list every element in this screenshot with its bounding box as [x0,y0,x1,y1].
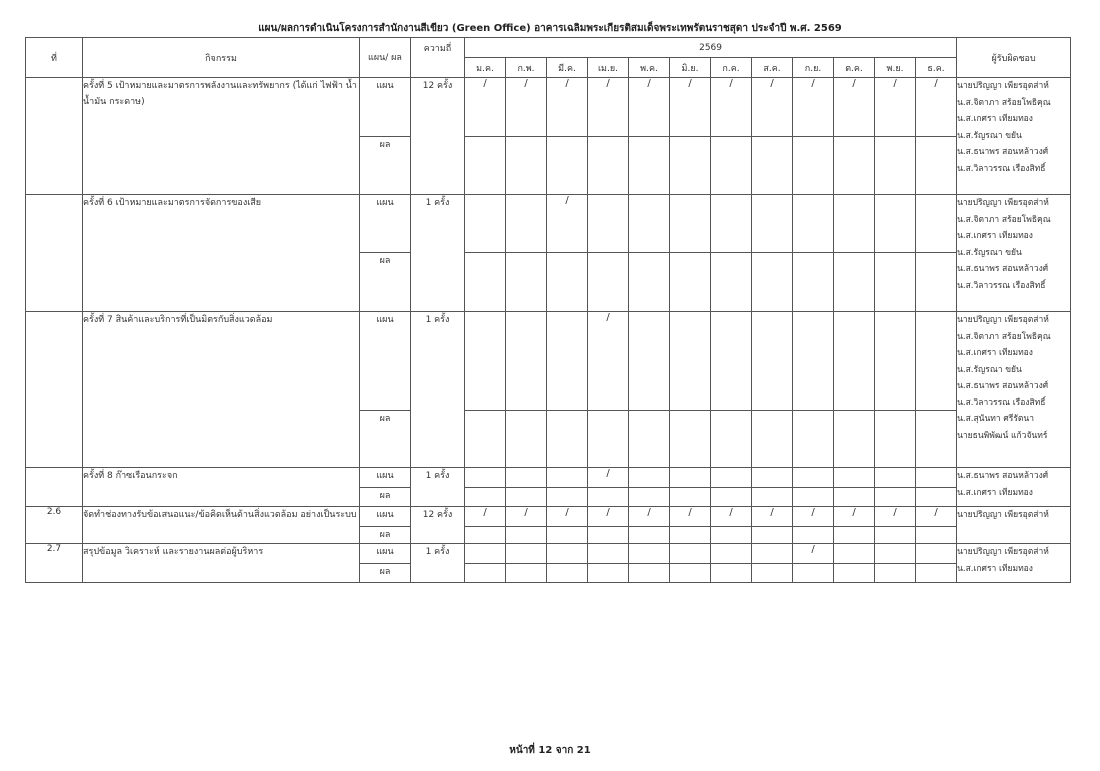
plan-mark: / [875,507,916,527]
header-year: 2569 [465,38,957,58]
result-mark [465,564,506,583]
plan-mark: / [752,507,793,527]
plan-mark [465,544,506,564]
plan-mark [629,312,670,411]
month-header: ม.ค. [465,58,506,78]
row-number: 2.7 [26,544,83,583]
header-frequency: ความถี่ [411,38,465,78]
result-mark [711,253,752,312]
result-mark [506,137,547,195]
row-number: 2.6 [26,507,83,544]
result-mark [506,564,547,583]
plan-mark: / [711,507,752,527]
plan-mark [793,468,834,488]
result-mark [916,253,957,312]
result-mark [670,488,711,507]
plan-mark: / [670,507,711,527]
plan-mark [875,468,916,488]
plan-mark: / [588,507,629,527]
plan-mark [752,544,793,564]
responsible-name: น.ส.เกศรา เทียมทอง [957,487,1033,498]
result-mark [793,137,834,195]
responsible-cell [957,468,1071,507]
responsible-name: น.ส.ธนาพร สอนหล้าวงศ์ [957,471,1049,481]
plan-mark [465,312,506,411]
plan-mark [506,544,547,564]
plan-mark [834,468,875,488]
result-mark [588,527,629,544]
plan-label: แผน [360,312,411,411]
result-mark [629,137,670,195]
result-mark [875,253,916,312]
responsible-name: นายปริญญา เพียรอุตส่าห์ [957,315,1049,325]
activity-row-plan [26,544,1071,564]
plan-mark: / [752,78,793,137]
result-mark [629,253,670,312]
page-number: หน้าที่ 12 จาก 21 [509,745,591,756]
header-activity: กิจกรรม [83,38,360,78]
result-mark [875,411,916,468]
plan-mark [711,468,752,488]
plan-mark [506,468,547,488]
result-mark [547,411,588,468]
result-mark [465,411,506,468]
activity-row-plan [26,468,1071,488]
responsible-name: น.ส.ธนาพร สอนหล้าวงศ์ [957,147,1049,157]
plan-mark [711,195,752,253]
row-number [26,468,83,507]
plan-mark [670,544,711,564]
result-mark [506,411,547,468]
plan-mark [670,195,711,253]
month-header: มี.ค. [547,58,588,78]
plan-mark: / [670,78,711,137]
header-row-top [26,38,1071,58]
frequency-cell: 12 ครั้ง [411,78,465,195]
plan-label: แผน [360,507,411,527]
responsible-cell [957,544,1071,583]
result-mark [875,564,916,583]
header-responsible: ผู้รับผิดชอบ [957,38,1071,78]
result-mark [752,411,793,468]
activity-row-plan [26,312,1071,411]
result-mark [629,527,670,544]
result-mark [506,253,547,312]
plan-mark [547,312,588,411]
plan-mark [916,544,957,564]
result-mark [916,527,957,544]
plan-mark [834,195,875,253]
result-mark [834,488,875,507]
result-mark [588,253,629,312]
plan-mark [588,195,629,253]
row-number [26,312,83,468]
month-header: ก.พ. [506,58,547,78]
activity-text: ครั้งที่ 5 เป้าหมายและมาตรการพลังงานและทรัพยากร (ได้แก่ ไฟฟ้า น้ำ น้ำมัน กระดาษ) [83,78,360,195]
plan-mark: / [465,78,506,137]
result-mark [547,253,588,312]
responsible-name: นายปริญญา เพียรอุตส่าห์ [957,510,1049,520]
responsible-name: นายปริญญา เพียรอุตส่าห์ [957,547,1049,557]
plan-mark: / [793,507,834,527]
plan-mark [506,312,547,411]
result-mark [547,137,588,195]
result-mark [711,527,752,544]
plan-mark [629,544,670,564]
plan-mark [875,195,916,253]
plan-mark [916,468,957,488]
responsible-name: นายปริญญา เพียรอุตส่าห์ [957,198,1049,208]
plan-mark: / [711,78,752,137]
responsible-cell [957,78,1071,195]
result-mark [711,488,752,507]
month-header: เม.ย. [588,58,629,78]
plan-mark: / [588,312,629,411]
plan-mark [793,312,834,411]
plan-label: แผน [360,468,411,488]
row-number [26,195,83,312]
result-mark [793,564,834,583]
activity-row-plan [26,507,1071,527]
responsible-name: นายธนพิพัฒน์ แก้วจันทร์ [957,430,1048,441]
result-mark [793,253,834,312]
frequency-cell: 12 ครั้ง [411,507,465,544]
result-mark [834,564,875,583]
result-mark [752,137,793,195]
result-label: ผล [360,137,411,195]
frequency-cell: 1 ครั้ง [411,195,465,312]
result-mark [629,488,670,507]
result-mark [465,253,506,312]
plan-mark: / [465,507,506,527]
plan-mark [752,468,793,488]
header-plan-result: แผน/ ผล [360,38,411,78]
result-mark [752,253,793,312]
result-mark [629,411,670,468]
plan-mark [670,312,711,411]
month-header: ธ.ค. [916,58,957,78]
plan-mark [875,544,916,564]
result-mark [547,488,588,507]
result-label: ผล [360,564,411,583]
plan-mark: / [916,78,957,137]
plan-mark: / [916,507,957,527]
responsible-name: น.ส.รัญรณา ขยัน [957,247,1022,258]
responsible-name: น.ส.รัญรณา ขยัน [957,364,1022,375]
responsible-name: น.ส.จิตาภา สร้อยโพธิคุณ [957,214,1051,225]
result-label: ผล [360,527,411,544]
row-number [26,78,83,195]
plan-mark [793,195,834,253]
plan-mark [711,312,752,411]
result-mark [506,488,547,507]
result-mark [916,564,957,583]
header-no: ที่ [26,38,83,78]
result-mark [834,253,875,312]
responsible-name: น.ส.เกศรา เทียมทอง [957,231,1033,241]
plan-mark: / [547,507,588,527]
responsible-cell [957,195,1071,312]
plan-mark: / [793,78,834,137]
activity-text: ครั้งที่ 8 ก๊าซเรือนกระจก [83,468,360,507]
plan-mark [465,468,506,488]
result-mark [834,137,875,195]
responsible-name: น.ส.รัญรณา ขยัน [957,130,1022,141]
responsible-name: น.ส.เกศรา เทียมทอง [957,114,1033,124]
responsible-cell [957,312,1071,468]
plan-mark [752,195,793,253]
result-mark [793,411,834,468]
result-mark [670,564,711,583]
result-mark [547,564,588,583]
plan-mark [834,312,875,411]
result-mark [588,564,629,583]
responsible-name: น.ส.ธนาพร สอนหล้าวงศ์ [957,381,1049,391]
frequency-cell: 1 ครั้ง [411,544,465,583]
plan-mark [547,544,588,564]
result-mark [834,527,875,544]
result-mark [670,253,711,312]
result-mark [875,527,916,544]
responsible-name: น.ส.วิลาวรรณ เรืองสิทธิ์ [957,280,1046,291]
plan-mark: / [629,507,670,527]
result-mark [875,488,916,507]
activity-text: ครั้งที่ 6 เป้าหมายและมาตรการจัดการของเสีย [83,195,360,312]
frequency-cell: 1 ครั้ง [411,312,465,468]
month-header: พ.ย. [875,58,916,78]
responsible-cell [957,507,1071,544]
plan-mark [629,468,670,488]
result-mark [670,527,711,544]
result-mark [465,488,506,507]
result-label: ผล [360,253,411,312]
result-mark [793,527,834,544]
plan-mark [916,195,957,253]
result-mark [588,488,629,507]
plan-mark [547,468,588,488]
month-header: มิ.ย. [670,58,711,78]
activity-text: ครั้งที่ 7 สินค้าและบริการที่เป็นมิตรกับสิ่งแวดล้อม [83,312,360,468]
plan-mark [916,312,957,411]
result-mark [465,137,506,195]
result-mark [711,137,752,195]
plan-mark: / [793,544,834,564]
page-title: แผน/ผลการดำเนินโครงการสำนักงานสีเขียว (Green Office) อาคารเฉลิมพระเกียรติสมเด็จพระเทพรัตนราชสุดา ประจำปี พ.ศ. 2569 [258,23,842,34]
result-label: ผล [360,411,411,468]
plan-mark [834,544,875,564]
responsible-name: น.ส.เกศรา เทียมทอง [957,563,1033,574]
activity-row-plan [26,78,1071,137]
responsible-name: นายปริญญา เพียรอุตส่าห์ [957,81,1049,91]
activity-row-plan [26,195,1071,253]
activity-text: จัดทำช่องทางรับข้อเสนอแนะ/ข้อคิดเห็นด้านสิ่งแวดล้อม อย่างเป็นระบบ [83,507,360,544]
activity-text: สรุปข้อมูล วิเคราะห์ และรายงานผลต่อผู้บริหาร [83,544,360,583]
result-mark [588,137,629,195]
plan-mark [629,195,670,253]
result-mark [670,137,711,195]
result-mark [547,527,588,544]
plan-mark: / [588,468,629,488]
month-header: ก.ค. [711,58,752,78]
responsible-name: น.ส.สุนันทา ศรีรัตนา [957,414,1035,424]
result-mark [752,564,793,583]
plan-label: แผน [360,195,411,253]
responsible-name: น.ส.วิลาวรรณ เรืองสิทธิ์ [957,397,1046,408]
plan-mark: / [629,78,670,137]
plan-mark [752,312,793,411]
result-mark [916,411,957,468]
month-header: ส.ค. [752,58,793,78]
result-mark [629,564,670,583]
responsible-name: น.ส.วิลาวรรณ เรืองสิทธิ์ [957,163,1046,174]
plan-mark: / [547,195,588,253]
responsible-name: น.ส.จิตาภา สร้อยโพธิคุณ [957,97,1051,108]
result-mark [875,137,916,195]
plan-mark [670,468,711,488]
result-mark [916,137,957,195]
plan-mark [875,312,916,411]
plan-mark: / [506,507,547,527]
month-header: พ.ค. [629,58,670,78]
plan-mark: / [875,78,916,137]
plan-label: แผน [360,78,411,137]
result-label: ผล [360,488,411,507]
result-mark [711,564,752,583]
plan-mark [588,544,629,564]
result-mark [506,527,547,544]
month-header: ต.ค. [834,58,875,78]
result-mark [588,411,629,468]
result-mark [711,411,752,468]
result-mark [670,411,711,468]
plan-mark: / [834,507,875,527]
plan-mark [711,544,752,564]
responsible-name: น.ส.จิตาภา สร้อยโพธิคุณ [957,331,1051,342]
plan-table [25,37,1071,583]
plan-mark: / [547,78,588,137]
result-mark [752,527,793,544]
plan-mark: / [834,78,875,137]
plan-mark: / [588,78,629,137]
result-mark [465,527,506,544]
result-mark [793,488,834,507]
responsible-name: น.ส.เกศรา เทียมทอง [957,348,1033,358]
plan-label: แผน [360,544,411,564]
plan-mark [465,195,506,253]
result-mark [916,488,957,507]
responsible-name: น.ส.ธนาพร สอนหล้าวงศ์ [957,264,1049,274]
month-header: ก.ย. [793,58,834,78]
plan-mark [506,195,547,253]
result-mark [752,488,793,507]
plan-mark: / [506,78,547,137]
frequency-cell: 1 ครั้ง [411,468,465,507]
result-mark [834,411,875,468]
